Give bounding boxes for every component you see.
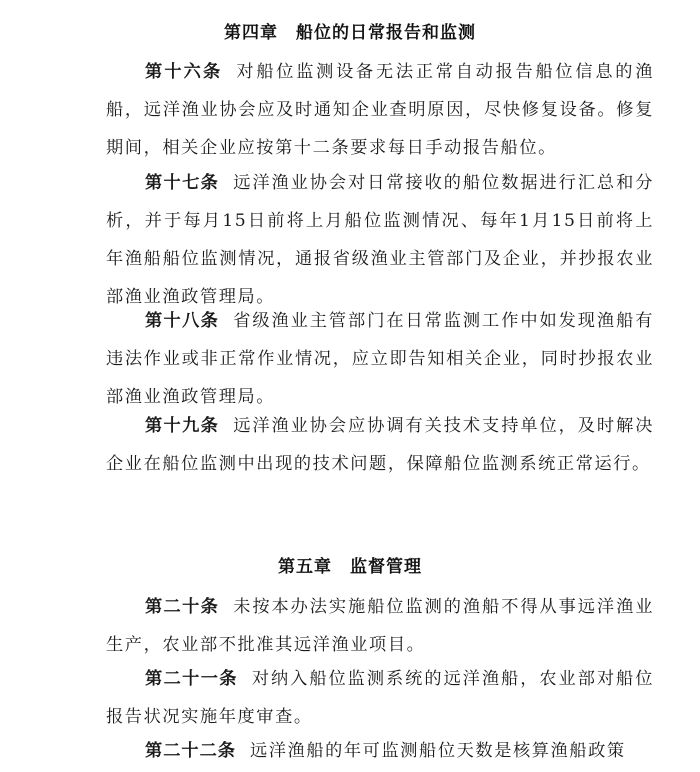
article-21: [106, 660, 654, 736]
article-20: [106, 588, 654, 664]
chapter-5-number: 第五章: [278, 557, 332, 578]
chapter-4-number: 第四章: [224, 23, 278, 44]
article-22: [106, 732, 654, 770]
article-19-text: 远洋渔业协会应协调有关技术支持单位，及时解决企业在船位监测中出现的技术问题，保障船位监测系统正常运行。: [106, 416, 654, 474]
article-22-label: 第二十二条: [145, 741, 236, 761]
article-17: [106, 164, 654, 316]
article-20-text: 未按本办法实施船位监测的渔船不得从事远洋渔业生产，农业部不批准其远洋渔业项目。: [106, 597, 654, 655]
article-19-label: 第十九条: [145, 416, 220, 436]
article-20-label: 第二十条: [145, 597, 220, 617]
chapter-5-heading: [0, 552, 700, 577]
chapter-4-title: 船位的日常报告和监测: [296, 23, 476, 44]
article-21-label: 第二十一条: [145, 669, 238, 689]
article-16-text: 对船位监测设备无法正常自动报告船位信息的渔船，远洋渔业协会应及时通知企业查明原因，尽快修复设备。修复期间，相关企业应按第十二条要求每日手动报告船位。: [106, 62, 654, 158]
article-21-text: 对纳入船位监测系统的远洋渔船，农业部对船位报告状况实施年度审查。: [106, 669, 654, 727]
article-16: [106, 53, 654, 167]
article-17-text: 远洋渔业协会对日常接收的船位数据进行汇总和分析，并于每月15日前将上月船位监测情况、每年1月15日前将上年渔船船位监测情况，通报省级渔业主管部门及企业，并抄报农业部渔业渔政管理局。: [106, 173, 654, 307]
article-16-label: 第十六条: [145, 62, 223, 82]
chapter-5-title: 监督管理: [350, 557, 422, 578]
article-18-label: 第十八条: [145, 311, 220, 331]
article-18-text: 省级渔业主管部门在日常监测工作中如发现渔船有违法作业或非正常作业情况，应立即告知相关企业，同时抄报农业部渔业渔政管理局。: [106, 311, 654, 407]
article-17-label: 第十七条: [145, 173, 220, 193]
chapter-4-heading: [0, 18, 700, 43]
article-19: [106, 407, 654, 483]
article-22-text: 远洋渔船的年可监测船位天数是核算渔船政策: [249, 741, 626, 761]
article-18: [106, 302, 654, 416]
